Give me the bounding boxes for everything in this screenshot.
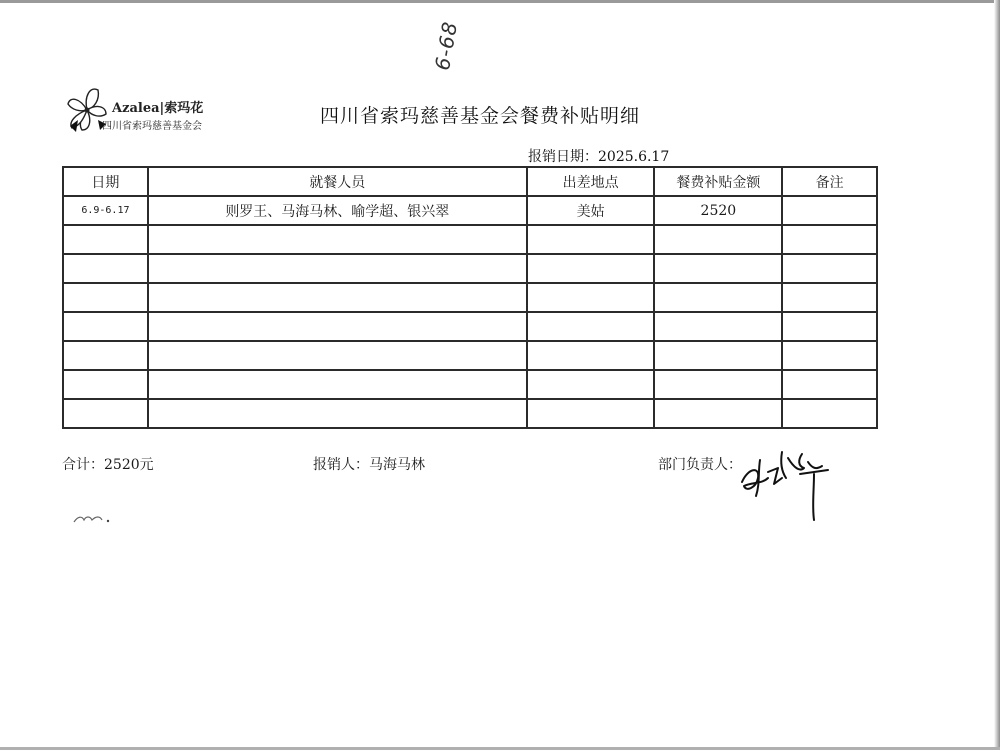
- reimburser: 报销人：马海马林: [313, 457, 425, 473]
- handwritten-note: 6-68: [430, 19, 463, 73]
- table-header-row: [63, 167, 877, 196]
- table-row: [63, 341, 877, 370]
- column-header-location: 出差地点: [527, 167, 655, 196]
- handwritten-signature: [738, 438, 834, 522]
- cell-location: [527, 283, 655, 312]
- logo-brand: Azalea|索玛花: [112, 101, 204, 116]
- cell-location: [527, 225, 655, 254]
- cell-diners: [148, 254, 527, 283]
- cell-date: [63, 225, 148, 254]
- cell-amount: [654, 399, 782, 428]
- cell-remarks: [782, 399, 877, 428]
- cell-date: [63, 341, 148, 370]
- cell-location: [527, 370, 655, 399]
- cell-diners: [148, 312, 527, 341]
- cell-remarks: [782, 370, 877, 399]
- logo-subtitle: 四川省索玛慈善基金会: [102, 121, 202, 132]
- document-title: 四川省索玛慈善基金会餐费补贴明细: [320, 105, 641, 127]
- column-header-remarks: 备注: [782, 167, 877, 196]
- cell-diners: [148, 225, 527, 254]
- cell-amount: [654, 370, 782, 399]
- cell-date: [63, 312, 148, 341]
- cell-location: [527, 312, 655, 341]
- cell-date: [63, 370, 148, 399]
- table-row: [63, 399, 877, 428]
- cell-diners: [148, 370, 527, 399]
- department-head-label: 部门负责人：: [658, 457, 742, 473]
- cell-amount: [654, 312, 782, 341]
- table-row: [63, 225, 877, 254]
- cell-remarks: [782, 312, 877, 341]
- cell-amount: [654, 254, 782, 283]
- table-row: [63, 370, 877, 399]
- foundation-logo: [62, 80, 212, 140]
- scan-edge: [994, 0, 1000, 750]
- cell-amount: [654, 341, 782, 370]
- cell-diners: [148, 283, 527, 312]
- table-row: [63, 312, 877, 341]
- column-header-diners: 就餐人员: [148, 167, 527, 196]
- column-header-date: 日期: [63, 167, 148, 196]
- table-row: [63, 196, 877, 225]
- reimbursement-date: 报销日期：2025.6.17: [528, 149, 670, 165]
- cell-amount: [654, 225, 782, 254]
- cell-date: [63, 283, 148, 312]
- cell-amount: [654, 283, 782, 312]
- cell-remarks: [782, 254, 877, 283]
- cell-location: [527, 254, 655, 283]
- cell-remarks: [782, 225, 877, 254]
- cell-remarks: [782, 283, 877, 312]
- scan-edge: [0, 0, 1000, 3]
- table-row: [63, 254, 877, 283]
- cell-location: [527, 399, 655, 428]
- meal-subsidy-table: [62, 166, 878, 429]
- cell-remarks: [782, 196, 877, 225]
- cell-remarks: [782, 341, 877, 370]
- cell-diners: [148, 341, 527, 370]
- ink-smudge: [72, 512, 112, 526]
- cell-location: 美姑: [527, 196, 655, 225]
- cell-location: [527, 341, 655, 370]
- table-row: [63, 283, 877, 312]
- total-amount: 合计：2520元: [62, 457, 154, 473]
- column-header-amount: 餐费补贴金额: [654, 167, 782, 196]
- cell-date: 6.9-6.17: [63, 196, 148, 225]
- cell-amount: 2520: [654, 196, 782, 225]
- cell-diners: [148, 399, 527, 428]
- cell-date: [63, 399, 148, 428]
- cell-diners: 则罗王、马海马林、喻学超、银兴翠: [148, 196, 527, 225]
- cell-date: [63, 254, 148, 283]
